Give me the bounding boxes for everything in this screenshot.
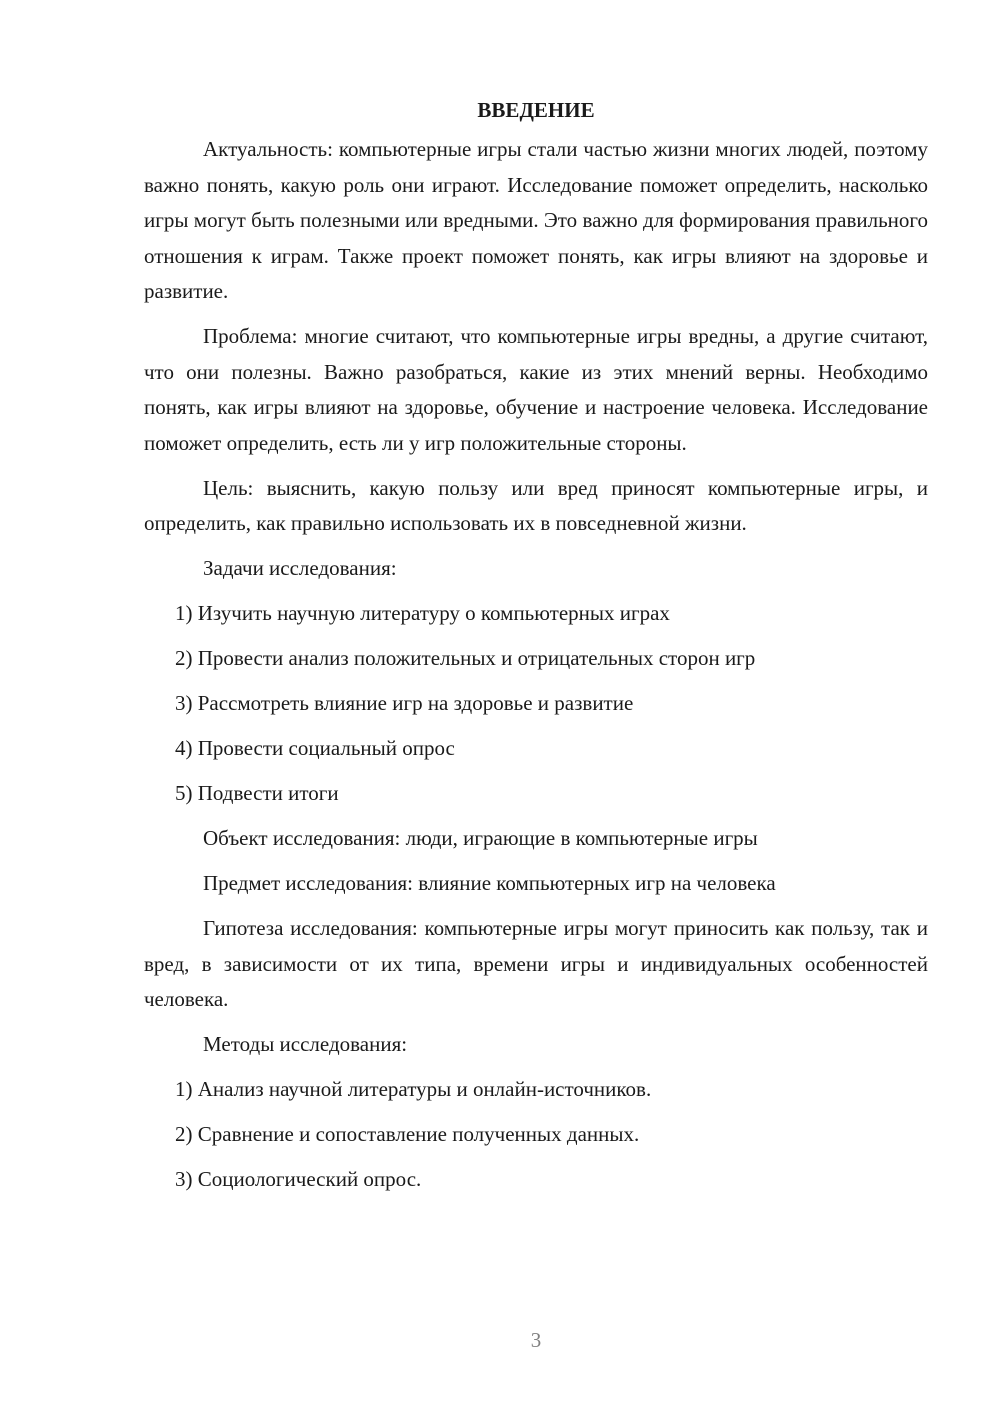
method-item: 2) Сравнение и сопоставление полученных данных. [175,1122,640,1146]
page-title: ВВЕДЕНИЕ [477,98,595,122]
hypothesis-paragraph: Гипотеза исследования: компьютерные игры могут приносить как пользу, так и вред, в зависимости от их типа, времени игры и индивидуальных особенностей человека. [144,916,928,1011]
research-subject: Предмет исследования: влияние компьютерных игр на человека [203,871,776,895]
relevance-paragraph: Актуальность: компьютерные игры стали частью жизни многих людей, поэтому важно понять, какую роль они играют. Исследование поможет определить, насколько игры могут быть полезными или вредными. Это важно для формирования правильного отношения к играм. Также проект поможет понять, как игры влияют на здоровье и развитие. [144,137,928,303]
document-page [144,92,928,1207]
task-item: 4) Провести социальный опрос [175,736,455,760]
task-item: 5) Подвести итоги [175,781,339,805]
task-item: 1) Изучить научную литературу о компьютерных играх [175,601,670,625]
goal-paragraph: Цель: выяснить, какую пользу или вред приносят компьютерные игры, и определить, как правильно использовать их в повседневной жизни. [144,475,928,535]
task-item: 3) Рассмотреть влияние игр на здоровье и развитие [175,691,634,715]
method-item: 1) Анализ научной литературы и онлайн-источников. [175,1077,652,1101]
methods-heading: Методы исследования: [203,1032,408,1056]
page-number: 3 [530,1328,542,1352]
method-item: 3) Социологический опрос. [175,1167,422,1191]
task-item: 2) Провести анализ положительных и отрицательных сторон игр [175,646,756,670]
tasks-heading: Задачи исследования: [203,556,397,580]
research-object: Объект исследования: люди, играющие в компьютерные игры [203,826,758,850]
problem-paragraph: Проблема: многие считают, что компьютерные игры вредны, а другие считают, что они полезны. Важно разобраться, какие из этих мнений верны. Необходимо понять, как игры влияют на здоровье, обучение и настроение человека. Исследование поможет определить, есть ли у игр положительные стороны. [144,324,928,455]
